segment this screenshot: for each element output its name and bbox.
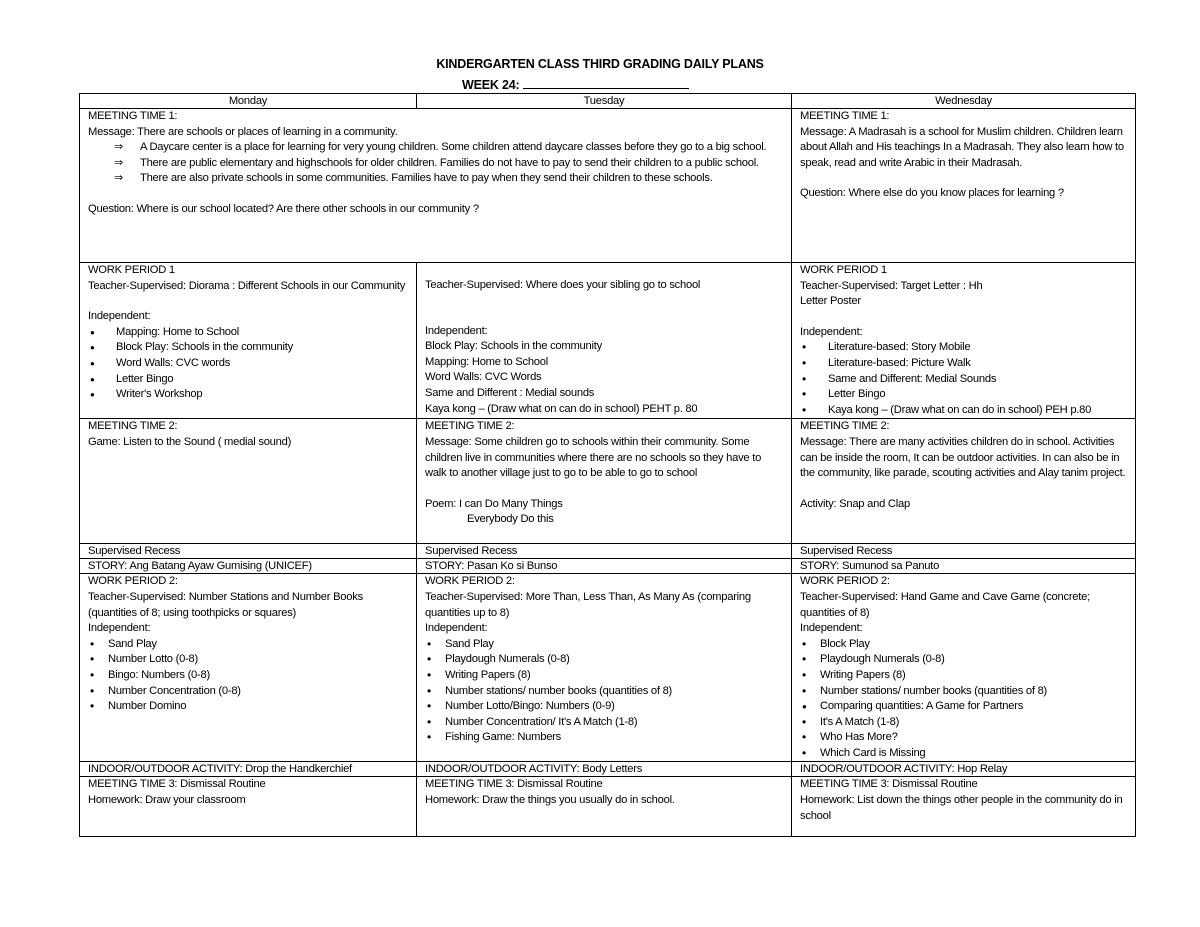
list-item: • Number Concentration/ It's A Match (1-8) — [445, 715, 783, 731]
header-row — [80, 94, 1136, 109]
independent-list — [800, 637, 1127, 762]
list-item: Same and Different : Medial sounds — [425, 386, 595, 399]
recess-row — [80, 544, 1136, 559]
list-item: • Writing Papers (8) — [820, 668, 1127, 684]
arrow-icon: ⇒ — [114, 172, 123, 185]
homework: Homework: List down the things other people in the community do in school — [800, 794, 1123, 822]
story-tue: STORY: Pasan Ko si Bunso — [417, 559, 792, 574]
teacher-supervised: Teacher-Supervised: Where does your sibling go to school — [425, 279, 701, 291]
list-item: ● Comparing quantities: A Game for Partners — [820, 699, 1127, 715]
recess-mon: Supervised Recess — [80, 544, 417, 559]
work-period-2-heading: WORK PERIOD 2: — [800, 575, 890, 588]
day-header-wednesday: Wednesday — [792, 94, 1136, 109]
indoor-outdoor-wed: INDOOR/OUTDOOR ACTIVITY: Hop Relay — [792, 762, 1136, 777]
meeting-time-1-message: Message: There are schools or places of learning in a community. — [88, 125, 398, 138]
list-item: ● Writer's Workshop — [116, 387, 408, 403]
week-blank-line — [523, 79, 689, 89]
indoor-outdoor-row — [80, 762, 1136, 777]
independent-label: Independent: — [800, 325, 863, 338]
teacher-supervised: Teacher-Supervised: Hand Game and Cave Game (concrete; quantities of 8) — [800, 590, 1090, 619]
document-title: KINDERGARTEN CLASS THIRD GRADING DAILY PLANS — [436, 57, 764, 71]
list-item: • Same and Different: Medial Sounds — [828, 372, 1127, 388]
work-period-2-heading: WORK PERIOD 2: — [88, 575, 178, 588]
list-item: • Which Card is Missing — [820, 746, 1127, 762]
list-item: ⇒ A Daycare center is a place for learning for very young children. Some children attend daycare classes before they go to a big school. — [140, 140, 783, 156]
poem-line: Everybody Do this — [467, 513, 554, 526]
homework: Homework: Draw your classroom — [88, 794, 246, 807]
meeting-time-3-heading: MEETING TIME 3: Dismissal Routine — [88, 778, 266, 791]
spacer — [425, 482, 783, 497]
meeting-time-2-mon — [80, 419, 417, 544]
week-label — [462, 78, 689, 92]
arrow-icon: ⇒ — [114, 156, 123, 169]
list-item: • Playdough Numerals (0-8) — [445, 652, 783, 668]
meeting-time-2-text: Game: Listen to the Sound ( medial sound) — [88, 435, 292, 448]
meeting-time-2-message: Message: Some children go to schools within their community. Some children live in communities where there are no schools so they have to walk to another village just to go to be able to go to school — [425, 435, 762, 480]
work-period-1-row — [80, 263, 1136, 419]
list-item: • Number Concentration (0-8) — [108, 684, 408, 700]
work-period-2-row — [80, 574, 1136, 762]
spacer — [88, 294, 408, 309]
spacer — [425, 309, 783, 324]
meeting-time-3-heading: MEETING TIME 3: Dismissal Routine — [425, 778, 603, 791]
meeting-time-2-message: Message: There are many activities children do in school. Activities can be inside the room, It can be outdoor activities. In can also be in the community, like parade, scouting activities and Alay tanim project. — [800, 435, 1126, 480]
teacher-supervised: Teacher-Supervised: Diorama : Different Schools in our Community — [88, 279, 406, 292]
day-header-tuesday: Tuesday — [417, 94, 792, 109]
meeting-time-3-mon — [80, 777, 417, 837]
list-item: • Number Domino — [108, 699, 408, 715]
message-points — [88, 140, 783, 187]
meeting-time-2-heading: MEETING TIME 2: — [800, 420, 890, 433]
work-period-1-heading: WORK PERIOD 1 — [800, 264, 887, 276]
list-item: ⇒ There are also private schools in some communities. Families have to pay when they send their children to these schools. — [140, 171, 783, 187]
meeting-time-3-tue — [417, 777, 792, 837]
story-mon: STORY: Ang Batang Ayaw Gumising (UNICEF) — [80, 559, 417, 574]
meeting-time-1-heading: MEETING TIME 1: — [800, 110, 890, 122]
list-item: • Literature-based: Story Mobile — [828, 340, 1127, 356]
teacher-supervised: Teacher-Supervised: More Than, Less Than, As Many As (comparing quantities up to 8) — [425, 590, 751, 619]
list-item: • Number stations/ number books (quantities of 8) — [445, 684, 783, 700]
independent-list — [425, 637, 783, 746]
list-item: • Writing Papers (8) — [445, 668, 783, 684]
list-item: • Number stations/ number books (quantities of 8) — [820, 684, 1127, 700]
meeting-time-2-heading: MEETING TIME 2: — [425, 420, 515, 433]
work-period-2-mon — [80, 574, 417, 762]
list-item: ● Mapping: Home to School — [116, 325, 408, 341]
list-item: • Playdough Numerals (0-8) — [820, 652, 1127, 668]
meeting-time-1-heading: MEETING TIME 1: — [88, 110, 178, 122]
story-wed: STORY: Sumunod sa Panuto — [792, 559, 1136, 574]
indoor-outdoor-tue: INDOOR/OUTDOOR ACTIVITY: Body Letters — [417, 762, 792, 777]
teacher-supervised: Teacher-Supervised: Target Letter : Hh — [800, 279, 983, 292]
list-item: • Number Lotto/Bingo: Numbers (0-9) — [445, 699, 783, 715]
meeting-time-2-activity: Activity: Snap and Clap — [800, 497, 910, 510]
teacher-supervised: Teacher-Supervised: Number Stations and Number Books (quantities of 8; using toothpicks or squares) — [88, 590, 363, 619]
list-item: Mapping: Home to School — [425, 355, 548, 368]
indoor-outdoor-mon: INDOOR/OUTDOOR ACTIVITY: Drop the Handkerchief — [80, 762, 417, 777]
independent-label: Independent: — [800, 622, 863, 635]
meeting-time-2-row — [80, 419, 1136, 544]
recess-wed: Supervised Recess — [792, 544, 1136, 559]
spacer — [800, 310, 1127, 325]
work-period-1-tue — [417, 263, 792, 419]
independent-list — [800, 340, 1127, 418]
list-item: • Sand Play — [445, 637, 783, 653]
list-item: • It's A Match (1-8) — [820, 715, 1127, 731]
arrow-icon: ⇒ — [114, 141, 123, 154]
meeting-time-2-heading: MEETING TIME 2: — [88, 420, 178, 433]
poem-title: Poem: I can Do Many Things — [425, 497, 563, 510]
list-item: ⇒ There are public elementary and highschools for older children. Families do not have to pay to send their children to a public school. — [140, 156, 783, 172]
work-period-2-wed — [792, 574, 1136, 762]
work-period-2-tue — [417, 574, 792, 762]
list-item: • Fishing Game: Numbers — [445, 730, 783, 746]
teacher-supervised-detail: Letter Poster — [800, 295, 861, 308]
list-item: ● Block Play: Schools in the community — [116, 340, 408, 356]
work-period-1-wed — [792, 263, 1136, 419]
spacer — [800, 171, 1127, 186]
story-row — [80, 559, 1136, 574]
homework: Homework: Draw the things you usually do in school. — [425, 794, 675, 807]
spacer — [425, 263, 783, 278]
meeting-time-3-wed — [792, 777, 1136, 837]
list-item: • Bingo: Numbers (0-8) — [108, 668, 408, 684]
meeting-time-2-tue — [417, 419, 792, 544]
list-item: Kaya kong – (Draw what on can do in school) PEHT p. 80 — [425, 402, 698, 415]
work-period-2-heading: WORK PERIOD 2: — [425, 575, 515, 588]
list-item: • Literature-based: Picture Walk — [828, 356, 1127, 372]
meeting-time-3-heading: MEETING TIME 3: Dismissal Routine — [800, 778, 978, 791]
recess-tue: Supervised Recess — [417, 544, 792, 559]
independent-label: Independent: — [88, 622, 151, 635]
independent-list — [88, 325, 408, 403]
list-item: • Letter Bingo — [828, 387, 1127, 403]
work-period-1-mon — [80, 263, 417, 419]
meeting-time-1-row — [80, 109, 1136, 263]
spacer — [425, 294, 783, 309]
meeting-time-2-wed — [792, 419, 1136, 544]
independent-label: Independent: — [425, 622, 488, 635]
list-item: • Number Lotto (0-8) — [108, 652, 408, 668]
week-text: WEEK 24: — [462, 78, 520, 92]
day-header-monday: Monday — [80, 94, 417, 109]
meeting-time-1-message: Message: A Madrasah is a school for Muslim children. Children learn about Allah and His teachings In a Madrasah. They also learn how to speak, read and write Arabic in their Madrasah. — [800, 125, 1124, 169]
work-period-1-heading: WORK PERIOD 1 — [88, 264, 175, 276]
daily-plan-table — [79, 93, 1136, 837]
list-item: • Kaya kong – (Draw what on can do in school) PEH p.80 — [828, 403, 1127, 419]
list-item: • Who Has More? — [820, 730, 1127, 746]
spacer — [88, 187, 783, 202]
list-item: Word Walls: CVC Words — [425, 371, 542, 384]
independent-label: Independent: — [425, 324, 488, 337]
list-item: • Block Play — [820, 637, 1127, 653]
list-item: • Sand Play — [108, 637, 408, 653]
list-item: ● Letter Bingo — [116, 372, 408, 388]
meeting-time-1-question: Question: Where is our school located? Are there other schools in our community ? — [88, 202, 479, 215]
list-item: ● Word Walls: CVC words — [116, 356, 408, 372]
spacer — [800, 482, 1127, 497]
list-item: Block Play: Schools in the community — [425, 340, 602, 353]
meeting-time-3-row — [80, 777, 1136, 837]
independent-label: Independent: — [88, 310, 151, 323]
independent-list — [88, 637, 408, 715]
meeting-time-1-wed — [792, 109, 1136, 263]
meeting-time-1-question: Question: Where else do you know places for learning ? — [800, 187, 1064, 200]
meeting-time-1-mon-tue — [80, 109, 792, 263]
